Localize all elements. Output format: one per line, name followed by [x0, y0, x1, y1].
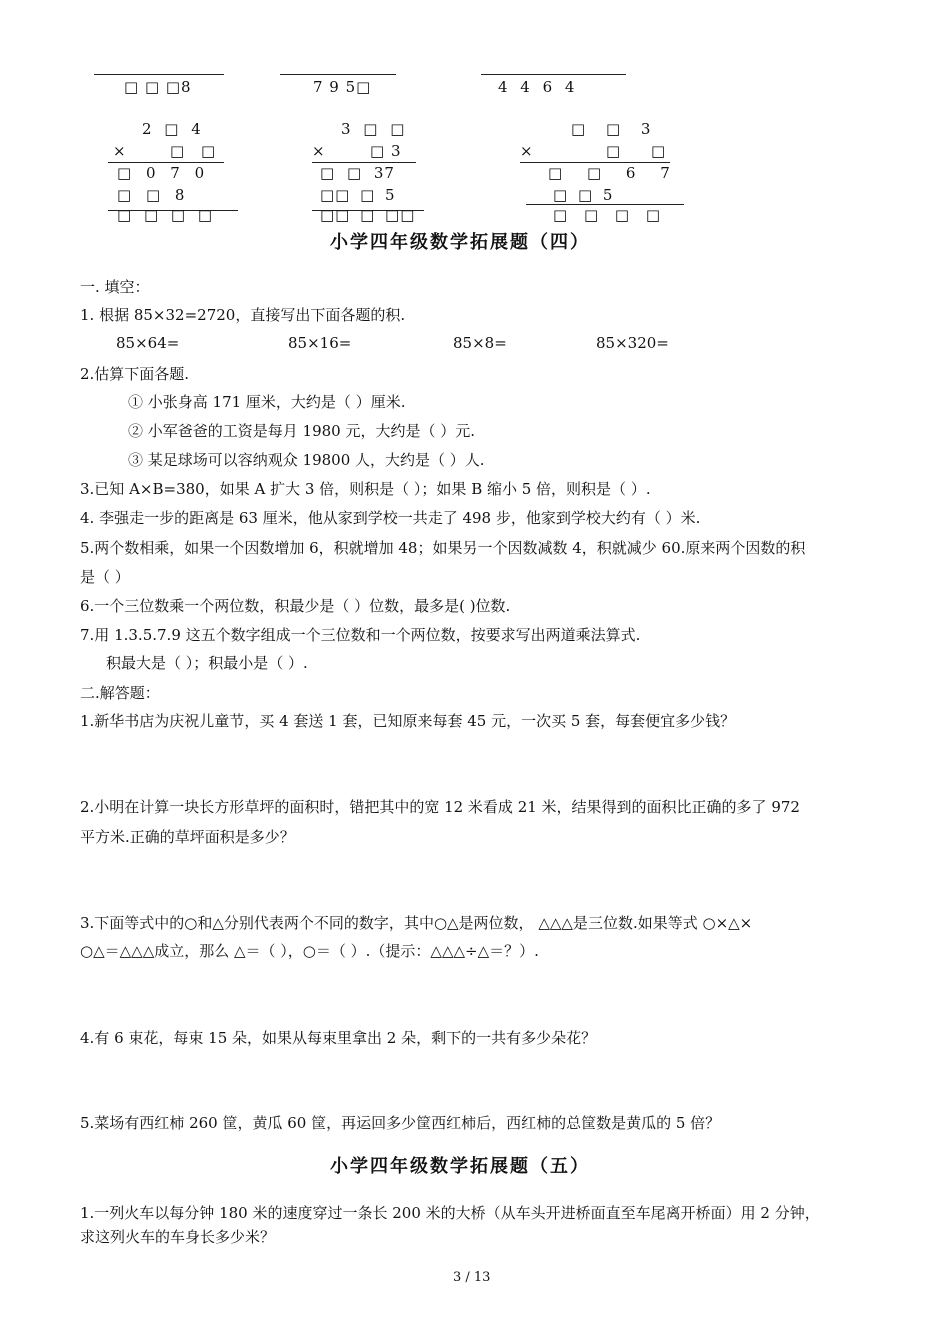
answer-question-1: 1.新华书店为庆祝儿童节，买 4 套送 1 套，已知原来每套 45 元，一次买 5 套，每套便宜多少钱？: [80, 712, 736, 730]
question-2: 2.估算下面各题.: [80, 365, 190, 383]
puzzle-row-2: □ 3: [370, 142, 402, 160]
puzzle-row-5: □ □ □ □: [553, 206, 661, 224]
question-6: 6.一个三位数乘一个两位数，积最少是（ ）位数，最多是( )位数.: [80, 597, 511, 615]
question-3: 3.已知 A×B=380，如果 A 扩大 3 倍，则积是（ ）；如果 B 缩小 5 倍，则积是（ ）.: [80, 480, 651, 498]
page-number: 3 / 13: [453, 1270, 491, 1285]
question-5-cont: 是（ ）: [80, 568, 130, 586]
rule-line: [312, 162, 416, 163]
question-5: 5.两个数相乘，如果一个因数增加 6，积就增加 48；如果另一个因数减数 4，积就减少 60.原来两个因数的积: [80, 539, 806, 557]
puzzle-row-3: □ □ 37: [320, 164, 395, 182]
puzzle-row-4: □ □ 5: [553, 186, 614, 204]
rule-line: [520, 162, 670, 163]
part-heading: 二.解答题：: [80, 684, 160, 702]
puzzle-row-1: 3 □ □: [341, 120, 406, 138]
puzzle-result: □ □ □8: [124, 78, 192, 96]
puzzle-row-5: □□ □ □□: [320, 206, 416, 224]
question-1: 1.一列火车以每分钟 180 米的速度穿过一条长 200 米的大桥（从车头开进桥面直至车尾离开桥面）用 2 分钟，: [80, 1204, 820, 1222]
puzzle-row-4: □□ □ 5: [320, 186, 396, 204]
rule-line: [94, 74, 224, 75]
question-7: 7.用 1.3.5.7.9 这五个数字组成一个三位数和一个两位数，按要求写出两道乘法算式.: [80, 626, 641, 644]
puzzle-row-5: □ □ □ □: [117, 206, 213, 224]
part-heading: 一. 填空：: [80, 278, 150, 296]
q2-item: ② 小军爸爸的工资是每月 1980 元，大约是（ ）元.: [128, 422, 476, 440]
puzzle-row-3: □ 0 7 0: [117, 164, 206, 182]
puzzle-row-1: 2 □ 4: [142, 120, 202, 138]
q1-item: 85×320=: [596, 334, 669, 352]
question-1-cont: 求这列火车的车身长多少米？: [80, 1228, 276, 1246]
times-sign: ×: [520, 142, 534, 160]
answer-question-5: 5.菜场有西红柿 260 筐，黄瓜 60 筐，再运回多少筐西红柿后，西红柿的总筐数是黄瓜的 5 倍？: [80, 1114, 721, 1132]
section-title: 小学四年级数学拓展题（四）: [330, 232, 590, 253]
rule-line: [526, 204, 684, 205]
puzzle-row-3: □ □ 6 7: [548, 164, 671, 182]
question-1: 1. 根据 85×32=2720，直接写出下面各题的积.: [80, 306, 406, 324]
times-sign: ×: [113, 142, 127, 160]
question-7-answers: 积最大是（ ）；积最小是（ ）.: [106, 654, 308, 672]
question-4: 4. 李强走一步的距离是 63 厘米，他从家到学校一共走了 498 步，他家到学校大约有（ ）米.: [80, 509, 701, 527]
answer-question-3: 3.下面等式中的○和△分别代表两个不同的数字，其中○△是两位数， △△△是三位数.如果等式 ○×△×: [80, 914, 753, 932]
answer-question-2-cont: 平方米.正确的草坪面积是多少？: [80, 828, 295, 846]
puzzle-result: 7 9 5□: [313, 78, 372, 96]
puzzle-row-4: □ □ 8: [117, 186, 186, 204]
answer-question-4: 4.有 6 束花，每束 15 朵，如果从每束里拿出 2 朵，剩下的一共有多少朵花？: [80, 1029, 597, 1047]
answer-question-3-cont: ○△＝△△△成立，那么 △＝（ ），○＝（ ）.（提示：△△△÷△＝？）.: [80, 942, 539, 960]
q2-item: ③ 某足球场可以容纳观众 19800 人，大约是（ ）人.: [128, 451, 485, 469]
section-title: 小学四年级数学拓展题（五）: [330, 1156, 590, 1177]
q2-item: ① 小张身高 171 厘米，大约是（ ）厘米.: [128, 393, 406, 411]
puzzle-row-1: □ □ 3: [571, 120, 652, 138]
rule-line: [280, 74, 396, 75]
puzzle-row-2: □ □: [606, 142, 667, 160]
puzzle-result: 4 4 6 4: [498, 78, 576, 96]
answer-question-2: 2.小明在计算一块长方形草坪的面积时，错把其中的宽 12 米看成 21 米，结果得到的面积比正确的多了 972: [80, 798, 800, 816]
q1-item: 85×64=: [116, 334, 180, 352]
q1-item: 85×16=: [288, 334, 352, 352]
rule-line: [481, 74, 626, 75]
rule-line: [108, 162, 224, 163]
q1-item: 85×8=: [453, 334, 507, 352]
puzzle-row-2: □ □: [170, 142, 217, 160]
times-sign: ×: [312, 142, 326, 160]
